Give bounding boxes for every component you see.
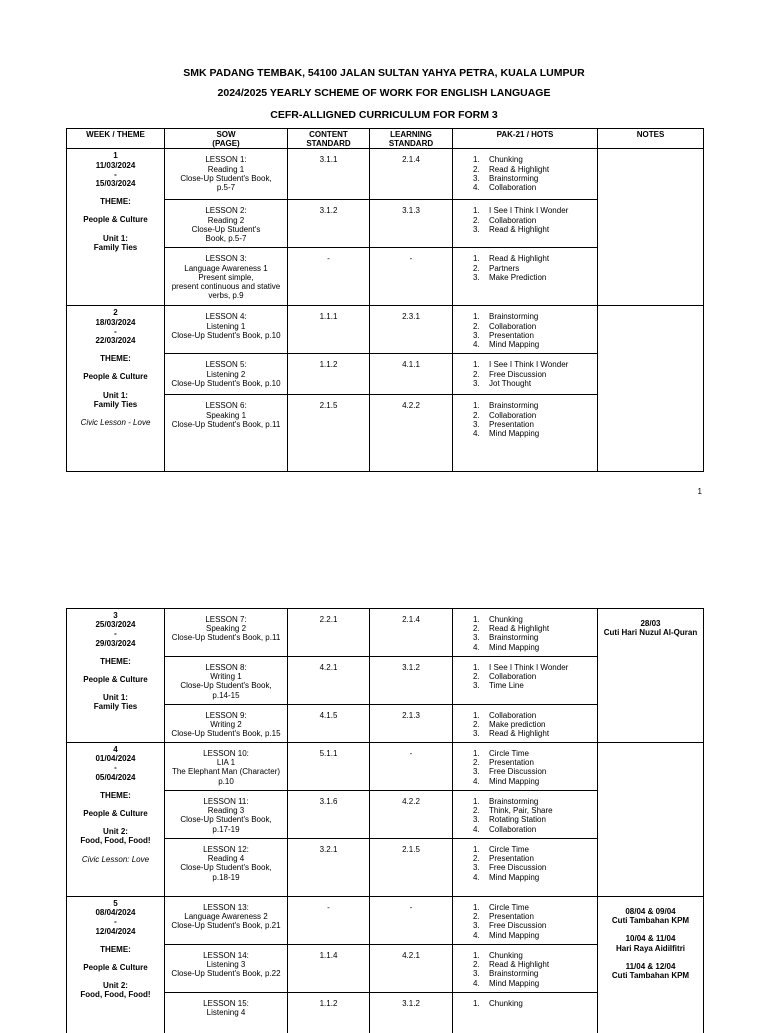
pak21-item: 3. Brainstorming bbox=[473, 633, 539, 643]
pak21-hots-cell bbox=[453, 657, 598, 705]
unit-label: Unit 1: bbox=[103, 693, 128, 703]
pak21-item: 1. Chunking bbox=[473, 999, 523, 1008]
sow-line: Reading 1 bbox=[207, 164, 245, 174]
note-line: 08/04 & 09/04 bbox=[625, 907, 676, 916]
sow-line: Close-Up Student's bbox=[191, 224, 261, 234]
pak21-hots-cell bbox=[453, 395, 598, 472]
pak21-item: 1. I See I Think I Wonder bbox=[473, 206, 569, 216]
learning-standard: 3.1.2 bbox=[402, 663, 420, 672]
pak21-item: 4. Mind Mapping bbox=[473, 978, 540, 988]
content-standard-cell bbox=[288, 743, 370, 791]
pak21-hots-cell bbox=[453, 248, 598, 306]
unit-value: Food, Food, Food! bbox=[80, 836, 151, 846]
pak21-hots-cell bbox=[453, 200, 598, 248]
sow-cell bbox=[165, 839, 288, 897]
civic-lesson: Civic Lesson - Love bbox=[80, 418, 151, 428]
pak21-item: 1. I See I Think I Wonder bbox=[473, 663, 569, 672]
sow-cell bbox=[165, 743, 288, 791]
sow-line: Reading 2 bbox=[207, 215, 245, 225]
content-standard-cell bbox=[288, 839, 370, 897]
pak21-item: 3. Brainstorming bbox=[473, 969, 539, 979]
content-standard: 3.1.2 bbox=[319, 206, 338, 216]
note-line: Cuti Tambahan KPM bbox=[611, 916, 690, 926]
pak21-item: 2. Presentation bbox=[473, 912, 534, 922]
sow-line: p.17-19 bbox=[212, 824, 240, 834]
sow-cell bbox=[165, 993, 288, 1033]
sow-line: LESSON 9: bbox=[205, 711, 247, 720]
unit-value: Food, Food, Food! bbox=[80, 990, 151, 1000]
unit-value: Family Ties bbox=[93, 702, 138, 712]
sow-line: LIA 1 bbox=[216, 758, 236, 768]
content-standard: 2.1.5 bbox=[319, 401, 338, 411]
content-standard-cell bbox=[288, 705, 370, 743]
sow-line: LESSON 2: bbox=[205, 206, 247, 216]
sow-cell bbox=[165, 609, 288, 657]
pak21-item: 2. Collaboration bbox=[473, 672, 537, 682]
sow-line: Close-Up Student's Book, p.22 bbox=[171, 969, 281, 979]
sow-line: Close-Up Student's Book, bbox=[180, 815, 272, 825]
sow-cell bbox=[165, 306, 288, 354]
pak21-item: 3. Free Discussion bbox=[473, 863, 547, 873]
pak21-hots-cell bbox=[453, 993, 598, 1033]
week-theme-cell bbox=[67, 743, 165, 897]
pak21-item: 3. Read & Highlight bbox=[473, 224, 550, 234]
theme-value: People & Culture bbox=[83, 675, 148, 685]
content-standard: - bbox=[327, 903, 330, 912]
week-end-date: 12/04/2024 bbox=[95, 926, 136, 936]
sow-line: present continuous and stative bbox=[171, 282, 281, 292]
theme-value: People & Culture bbox=[83, 372, 148, 382]
pak21-item: 3. Make Prediction bbox=[473, 272, 547, 282]
learning-standard-cell bbox=[370, 306, 453, 354]
sow-cell bbox=[165, 200, 288, 248]
pak21-item: 1. Brainstorming bbox=[473, 797, 539, 806]
content-standard: 1.1.2 bbox=[319, 360, 338, 370]
week-start-date: 11/03/2024 bbox=[95, 160, 136, 170]
pak21-item: 1. Circle Time bbox=[473, 749, 530, 758]
sow-line: Listening 3 bbox=[206, 960, 246, 970]
lesson-row bbox=[67, 897, 704, 945]
sow-line: Close-Up Student's Book, p.10 bbox=[171, 378, 281, 388]
pak21-item: 4. Mind Mapping bbox=[473, 776, 540, 786]
learning-standard-cell bbox=[370, 705, 453, 743]
sow-line: Close-Up Student's Book, bbox=[180, 173, 272, 183]
unit-label: Unit 1: bbox=[103, 233, 128, 243]
learning-standard: 2.1.3 bbox=[402, 711, 420, 720]
pak21-hots-cell bbox=[453, 354, 598, 395]
pak21-item: 2. Free Discussion bbox=[473, 369, 547, 379]
sow-line: LESSON 3: bbox=[205, 254, 247, 264]
sow-line: p.14-15 bbox=[212, 690, 240, 700]
sow-line: Close-Up Student's Book, p.11 bbox=[171, 633, 281, 643]
learning-standard: - bbox=[409, 254, 413, 264]
sow-cell bbox=[165, 354, 288, 395]
sow-line: Speaking 2 bbox=[205, 624, 247, 634]
pak21-hots-cell bbox=[453, 609, 598, 657]
content-standard-cell bbox=[288, 657, 370, 705]
week-theme-cell bbox=[67, 897, 165, 1033]
content-standard: 5.1.1 bbox=[319, 749, 338, 758]
content-standard: 4.2.1 bbox=[319, 663, 338, 672]
pak21-item: 3. Presentation bbox=[473, 330, 534, 340]
sow-cell bbox=[165, 897, 288, 945]
theme-value: People & Culture bbox=[83, 215, 148, 225]
sow-line: LESSON 8: bbox=[205, 663, 247, 672]
pak21-item: 3. Free Discussion bbox=[473, 921, 547, 931]
notes-cell bbox=[598, 306, 704, 472]
sow-line: Language Awareness 2 bbox=[184, 912, 268, 922]
column-header: LEARNING STANDARD bbox=[370, 129, 453, 149]
learning-standard: 2.1.4 bbox=[402, 615, 420, 624]
note-line: Hari Raya Aidilfitri bbox=[615, 943, 686, 953]
content-standard-cell bbox=[288, 395, 370, 472]
sow-line: Close-Up Student's Book, bbox=[180, 681, 272, 691]
learning-standard-cell bbox=[370, 993, 453, 1033]
pak21-item: 1. Brainstorming bbox=[473, 312, 539, 322]
content-standard: 1.1.2 bbox=[319, 999, 338, 1008]
lesson-row bbox=[67, 149, 704, 200]
pak21-item: 4. Mind Mapping bbox=[473, 340, 540, 350]
content-standard: - bbox=[327, 254, 330, 264]
sow-cell bbox=[165, 791, 288, 839]
date-separator: - bbox=[114, 629, 117, 639]
pak21-item: 3. Brainstorming bbox=[473, 173, 539, 183]
sow-line: Listening 4 bbox=[206, 1008, 246, 1018]
content-standard-cell bbox=[288, 149, 370, 200]
pak21-item: 2. Make prediction bbox=[473, 720, 546, 730]
week-number: 5 bbox=[113, 899, 118, 908]
unit-value: Family Ties bbox=[93, 399, 138, 409]
learning-standard: 2.3.1 bbox=[402, 312, 420, 322]
notes-cell bbox=[598, 897, 704, 1033]
pak21-item: 2. Think, Pair, Share bbox=[473, 806, 553, 816]
learning-standard: - bbox=[409, 903, 413, 912]
week-start-date: 25/03/2024 bbox=[95, 620, 136, 630]
sow-cell bbox=[165, 248, 288, 306]
pak21-item: 4. Mind Mapping bbox=[473, 429, 540, 439]
sow-line: Close-Up Student's Book, bbox=[180, 863, 272, 873]
content-standard-cell bbox=[288, 791, 370, 839]
sow-line: Speaking 1 bbox=[205, 410, 247, 420]
document-title: 2024/2025 YEARLY SCHEME OF WORK FOR ENGLISH LANGUAGE bbox=[217, 87, 551, 99]
pak21-hots-cell bbox=[453, 306, 598, 354]
sow-line: p.10 bbox=[218, 776, 234, 786]
sow-line: LESSON 6: bbox=[205, 401, 247, 411]
sow-line: Listening 1 bbox=[206, 321, 246, 331]
content-standard: 3.1.6 bbox=[319, 797, 338, 806]
pak21-hots-cell bbox=[453, 743, 598, 791]
pak21-item: 1. Chunking bbox=[473, 615, 523, 624]
pak21-item: 2. Collaboration bbox=[473, 215, 537, 225]
sow-line: Close-Up Student's Book, p.21 bbox=[171, 921, 281, 931]
table-header-row bbox=[67, 129, 704, 149]
pak21-item: 1. Brainstorming bbox=[473, 401, 539, 411]
learning-standard: 4.1.1 bbox=[402, 360, 420, 370]
date-separator: - bbox=[114, 763, 117, 773]
learning-standard: 4.2.2 bbox=[402, 797, 420, 806]
sow-line: LESSON 13: bbox=[203, 903, 249, 912]
sow-cell bbox=[165, 657, 288, 705]
note-line: Cuti Tambahan KPM bbox=[611, 971, 690, 981]
note-line: 10/04 & 11/04 bbox=[625, 934, 676, 944]
learning-standard-cell bbox=[370, 149, 453, 200]
column-header: CONTENT STANDARD bbox=[288, 129, 370, 149]
content-standard-cell bbox=[288, 200, 370, 248]
sow-line: p.5-7 bbox=[216, 183, 236, 193]
week-theme-cell bbox=[67, 306, 165, 472]
week-number: 1 bbox=[113, 151, 118, 161]
sow-line: Close-Up Student's Book, p.10 bbox=[171, 330, 281, 340]
learning-standard-cell bbox=[370, 743, 453, 791]
pak21-item: 3. Jot Thought bbox=[473, 378, 532, 388]
learning-standard-cell bbox=[370, 657, 453, 705]
pak21-item: 2. Partners bbox=[473, 263, 520, 273]
sow-cell bbox=[165, 705, 288, 743]
sow-line: Reading 3 bbox=[207, 806, 245, 816]
sow-line: Close-Up Student's Book, p.11 bbox=[171, 419, 281, 429]
pak21-item: 2. Collaboration bbox=[473, 321, 537, 331]
sow-line: LESSON 12: bbox=[203, 845, 249, 854]
pak21-item: 2. Presentation bbox=[473, 854, 534, 864]
learning-standard: 3.1.2 bbox=[402, 999, 420, 1008]
curriculum-title: CEFR-ALLIGNED CURRICULUM FOR FORM 3 bbox=[270, 109, 498, 121]
pak21-item: 4. Collaboration bbox=[473, 183, 537, 193]
sow-line: Language Awareness 1 bbox=[184, 263, 268, 273]
sow-line: LESSON 7: bbox=[205, 615, 247, 624]
week-end-date: 22/03/2024 bbox=[95, 336, 136, 346]
theme-label: THEME: bbox=[100, 656, 131, 666]
learning-standard-cell bbox=[370, 395, 453, 472]
pak21-hots-cell bbox=[453, 791, 598, 839]
content-standard: 3.2.1 bbox=[319, 845, 338, 854]
pak21-item: 4. Mind Mapping bbox=[473, 872, 540, 882]
content-standard: 1.1.1 bbox=[319, 312, 338, 322]
pak21-item: 1. Read & Highlight bbox=[473, 254, 550, 264]
pak21-item: 2. Read & Highlight bbox=[473, 164, 550, 174]
date-separator: - bbox=[114, 326, 117, 336]
content-standard-cell bbox=[288, 945, 370, 993]
learning-standard: 2.1.5 bbox=[402, 845, 420, 854]
pak21-hots-cell bbox=[453, 897, 598, 945]
pak21-item: 1. Chunking bbox=[473, 951, 523, 960]
sow-line: verbs, p.9 bbox=[208, 291, 244, 301]
theme-label: THEME: bbox=[100, 354, 131, 364]
week-start-date: 08/04/2024 bbox=[95, 908, 136, 918]
week-start-date: 01/04/2024 bbox=[95, 754, 136, 764]
sow-line: Writing 1 bbox=[210, 672, 242, 682]
sow-line: Listening 2 bbox=[206, 369, 246, 379]
pak21-hots-cell bbox=[453, 945, 598, 993]
week-start-date: 18/03/2024 bbox=[95, 317, 136, 327]
content-standard-cell bbox=[288, 609, 370, 657]
pak21-item: 2. Presentation bbox=[473, 758, 534, 768]
content-standard-cell bbox=[288, 354, 370, 395]
pak21-item: 4. Mind Mapping bbox=[473, 930, 540, 940]
sow-line: LESSON 10: bbox=[203, 749, 249, 758]
content-standard: 1.1.4 bbox=[319, 951, 338, 960]
sow-cell bbox=[165, 395, 288, 472]
civic-lesson: Civic Lesson: Love bbox=[81, 854, 150, 864]
learning-standard: 2.1.4 bbox=[402, 155, 420, 165]
sow-line: Book, p.5-7 bbox=[205, 234, 247, 244]
lesson-row bbox=[67, 743, 704, 791]
theme-label: THEME: bbox=[100, 790, 131, 800]
content-standard-cell bbox=[288, 306, 370, 354]
unit-label: Unit 1: bbox=[103, 390, 128, 400]
sow-line: Present simple, bbox=[198, 272, 254, 282]
sow-line: LESSON 4: bbox=[205, 312, 247, 322]
learning-standard-cell bbox=[370, 354, 453, 395]
learning-standard-cell bbox=[370, 897, 453, 945]
notes-cell bbox=[598, 149, 704, 306]
pak21-item: 4. Collaboration bbox=[473, 824, 537, 834]
content-standard: 3.1.1 bbox=[319, 155, 338, 165]
learning-standard: 4.2.2 bbox=[402, 401, 420, 411]
column-header: SOW (PAGE) bbox=[165, 129, 288, 149]
pak21-item: 3. Read & Highlight bbox=[473, 729, 550, 739]
pak21-hots-cell bbox=[453, 705, 598, 743]
pak21-item: 1. Collaboration bbox=[473, 711, 537, 720]
learning-standard-cell bbox=[370, 791, 453, 839]
sow-line: LESSON 15: bbox=[203, 999, 249, 1008]
notes-cell bbox=[598, 609, 704, 743]
sow-line: Reading 4 bbox=[207, 854, 245, 864]
week-number: 2 bbox=[113, 308, 118, 318]
lesson-row bbox=[67, 306, 704, 354]
content-standard-cell bbox=[288, 897, 370, 945]
week-number: 4 bbox=[113, 745, 118, 754]
pak21-item: 3. Time Line bbox=[473, 681, 524, 691]
sow-line: LESSON 14: bbox=[203, 951, 249, 960]
week-number: 3 bbox=[113, 611, 118, 620]
pak21-item: 3. Presentation bbox=[473, 419, 534, 429]
week-theme-cell bbox=[67, 609, 165, 743]
pak21-item: 1. Circle Time bbox=[473, 903, 530, 912]
theme-value: People & Culture bbox=[83, 963, 148, 973]
pak21-item: 2. Read & Highlight bbox=[473, 624, 550, 634]
note-line: 11/04 & 12/04 bbox=[625, 961, 676, 971]
column-header: WEEK / THEME bbox=[67, 129, 165, 149]
content-standard: 4.1.5 bbox=[319, 711, 338, 720]
content-standard-cell bbox=[288, 248, 370, 306]
sow-cell bbox=[165, 945, 288, 993]
content-standard-cell bbox=[288, 993, 370, 1033]
learning-standard: - bbox=[409, 749, 413, 758]
week-end-date: 29/03/2024 bbox=[95, 638, 136, 648]
unit-label: Unit 2: bbox=[103, 827, 128, 837]
column-header: NOTES bbox=[598, 129, 704, 149]
page-number: 1 bbox=[697, 487, 702, 496]
sow-line: p.18-19 bbox=[212, 872, 240, 882]
sow-line: The Elephant Man (Character) bbox=[171, 767, 281, 777]
pak21-item: 2. Collaboration bbox=[473, 410, 537, 420]
pak21-item: 2. Read & Highlight bbox=[473, 960, 550, 970]
week-end-date: 05/04/2024 bbox=[95, 772, 136, 782]
learning-standard-cell bbox=[370, 248, 453, 306]
unit-label: Unit 2: bbox=[103, 981, 128, 991]
column-header: PAK-21 / HOTS bbox=[453, 129, 598, 149]
pak21-item: 1. I See I Think I Wonder bbox=[473, 360, 569, 370]
learning-standard: 3.1.3 bbox=[402, 206, 420, 216]
scheme-table-page-1 bbox=[66, 128, 704, 472]
learning-standard: 4.2.1 bbox=[402, 951, 420, 960]
date-separator: - bbox=[114, 917, 117, 927]
learning-standard-cell bbox=[370, 609, 453, 657]
notes-cell bbox=[598, 743, 704, 897]
week-end-date: 15/03/2024 bbox=[95, 179, 136, 189]
theme-label: THEME: bbox=[100, 944, 131, 954]
pak21-hots-cell bbox=[453, 149, 598, 200]
pak21-item: 3. Rotating Station bbox=[473, 815, 546, 825]
scheme-table-page-2 bbox=[66, 608, 704, 1033]
pak21-item: 1. Chunking bbox=[473, 155, 523, 165]
lesson-row bbox=[67, 609, 704, 657]
pak21-hots-cell bbox=[453, 839, 598, 897]
unit-value: Family Ties bbox=[93, 242, 138, 252]
sow-line: Close-Up Student's Book, p.15 bbox=[171, 729, 281, 739]
sow-line: LESSON 11: bbox=[203, 797, 249, 806]
week-theme-cell bbox=[67, 149, 165, 306]
sow-line: Writing 2 bbox=[210, 720, 242, 730]
learning-standard-cell bbox=[370, 839, 453, 897]
school-name: SMK PADANG TEMBAK, 54100 JALAN SULTAN YAHYA PETRA, KUALA LUMPUR bbox=[183, 67, 585, 79]
pak21-item: 3. Free Discussion bbox=[473, 767, 547, 777]
learning-standard-cell bbox=[370, 945, 453, 993]
learning-standard-cell bbox=[370, 200, 453, 248]
note-line: 28/03 bbox=[640, 619, 661, 628]
theme-value: People & Culture bbox=[83, 809, 148, 819]
theme-label: THEME: bbox=[100, 197, 131, 207]
sow-line: LESSON 1: bbox=[205, 155, 247, 165]
pak21-item: 4. Mind Mapping bbox=[473, 642, 540, 652]
pak21-item: 1. Circle Time bbox=[473, 845, 530, 854]
note-line: Cuti Hari Nuzul Al-Quran bbox=[603, 628, 698, 638]
sow-line: LESSON 5: bbox=[205, 360, 247, 370]
content-standard: 2.2.1 bbox=[319, 615, 338, 624]
sow-cell bbox=[165, 149, 288, 200]
date-separator: - bbox=[114, 169, 117, 179]
